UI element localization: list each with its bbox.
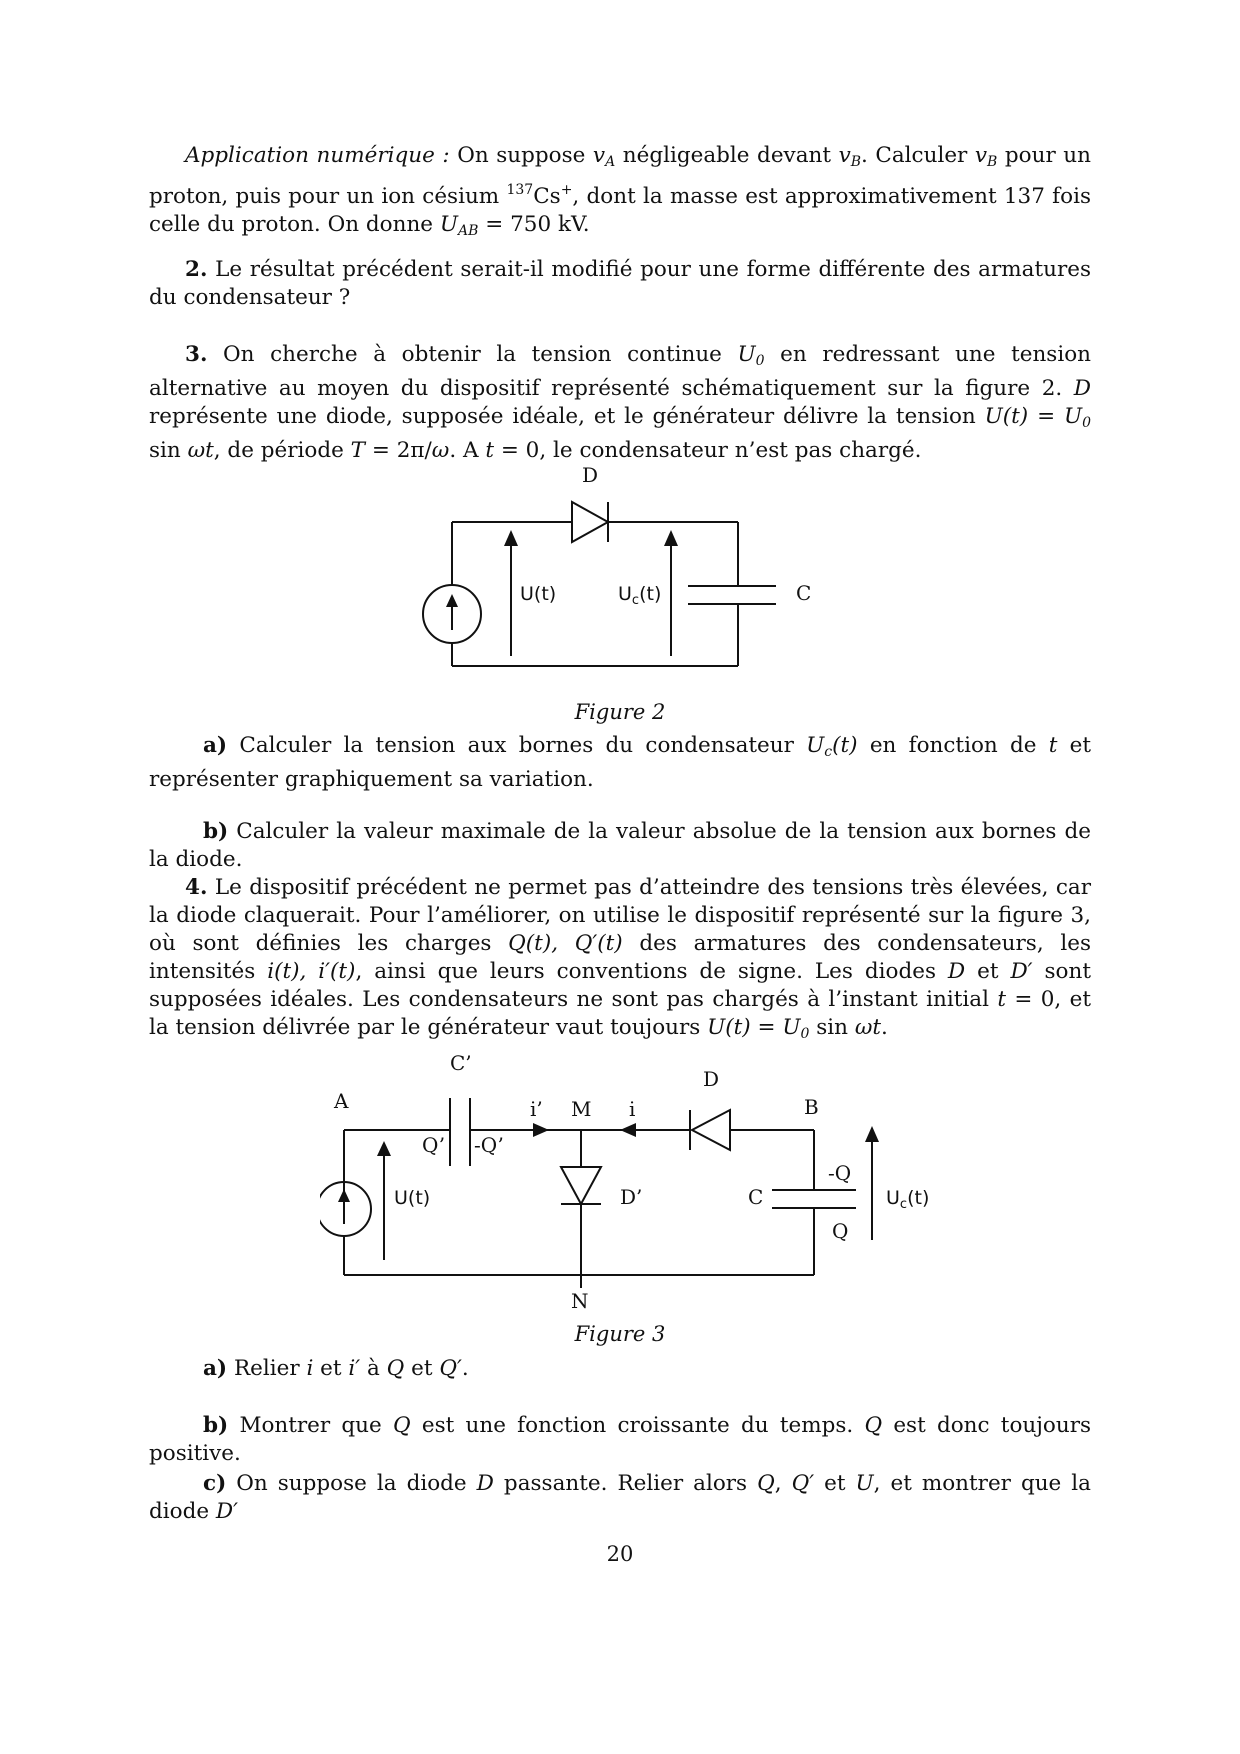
question-3b: b) Calculer la valeur maximale de la valeur absolue de la tension aux bornes de la diode. bbox=[149, 819, 1091, 872]
fig3-label-A: A bbox=[334, 1089, 349, 1113]
fig3-label-B: B bbox=[804, 1095, 819, 1119]
question-4a: a) Relier i et i′ à Q et Q′. bbox=[203, 1356, 469, 1381]
fig3-label-Uc: $U_c(t)$ bbox=[886, 1187, 930, 1212]
fig3-label-Cp: C’ bbox=[450, 1051, 472, 1075]
fig3-label-mQ: -Q bbox=[828, 1161, 852, 1185]
fig3-label-mQp: -Q’ bbox=[474, 1133, 504, 1157]
figure-3-caption: Figure 3 bbox=[574, 1322, 666, 1346]
fig3-label-N: N bbox=[571, 1289, 589, 1310]
figure-2-caption: Figure 2 bbox=[574, 700, 666, 724]
fig3-label-i: i bbox=[629, 1097, 636, 1121]
question-4: 4. Le dispositif précédent ne permet pas d’atteindre des tensions très élevées, car la diode claquerait. Pour l’améliorer, on utilise le dispositif représenté sur la figure 3, où sont définies les charges Q(t), Q′(t) des armatures des condensateurs, les intensités i(t), i′(t), ainsi que leurs conventions de signe. Les diodes D et D′ sont supposées idéales. Les condensateurs ne sont pas chargés à l’instant initial t = 0, et la tension délivrée par le générateur vaut toujours $U(t) = U_0$ sin ωt. bbox=[149, 875, 1092, 1042]
question-4c: c) On suppose la diode D passante. Relier alors Q, Q′ et U, et montrer que la diode D′ bbox=[149, 1471, 1091, 1524]
fig3-label-C: C bbox=[748, 1185, 764, 1209]
figure-3-circuit bbox=[320, 1050, 960, 1310]
fig3-label-M: M bbox=[571, 1097, 592, 1121]
fig2-label-Uc: $U_c(t)$ bbox=[618, 583, 662, 608]
fig3-label-Dp: D’ bbox=[620, 1185, 643, 1209]
fig3-label-D: D bbox=[703, 1067, 720, 1091]
fig3-label-ip: i’ bbox=[530, 1097, 543, 1121]
question-3: 3. On cherche à obtenir la tension continue $U_0$ en redressant une tension alternative au moyen du dispositif représenté schématiquement sur la figure 2. D représente une diode, supposée idéale, et le générateur délivre la tension $U(t) = U_0$ sin ωt, de période T = 2π/ω. A t = 0, le condensateur n’est pas chargé. bbox=[149, 342, 1092, 463]
fig3-label-Ut: U(t) bbox=[394, 1187, 431, 1209]
question-4b: b) Montrer que Q est une fonction croissante du temps. Q est donc toujours positive. bbox=[149, 1413, 1091, 1466]
figure-2-circuit bbox=[420, 460, 820, 680]
page-number: 20 bbox=[606, 1542, 634, 1566]
fig2-label-D: D bbox=[582, 463, 599, 487]
question-2: 2. Le résultat précédent serait-il modifié pour une forme différente des armatures du condensateur ? bbox=[149, 257, 1091, 310]
fig3-label-Q: Q bbox=[832, 1219, 849, 1243]
fig2-label-Ut: U(t) bbox=[520, 583, 557, 605]
fig2-label-C: C bbox=[796, 581, 812, 605]
paragraph-application-numerique: Application numérique : On suppose $v_A$ négligeable devant $v_B$. Calculer $v_B$ pour un proton, puis pour un ion césium $^{137}$Cs+, dont la masse est approximativement 137 fois celle du proton. On donne $U_{AB} = 750$ kV. bbox=[149, 143, 1091, 239]
fig3-label-Qp: Q’ bbox=[422, 1133, 446, 1157]
question-3a: a) Calculer la tension aux bornes du condensateur $U_c(t)$ en fonction de t et représenter graphiquement sa variation. bbox=[149, 733, 1092, 792]
